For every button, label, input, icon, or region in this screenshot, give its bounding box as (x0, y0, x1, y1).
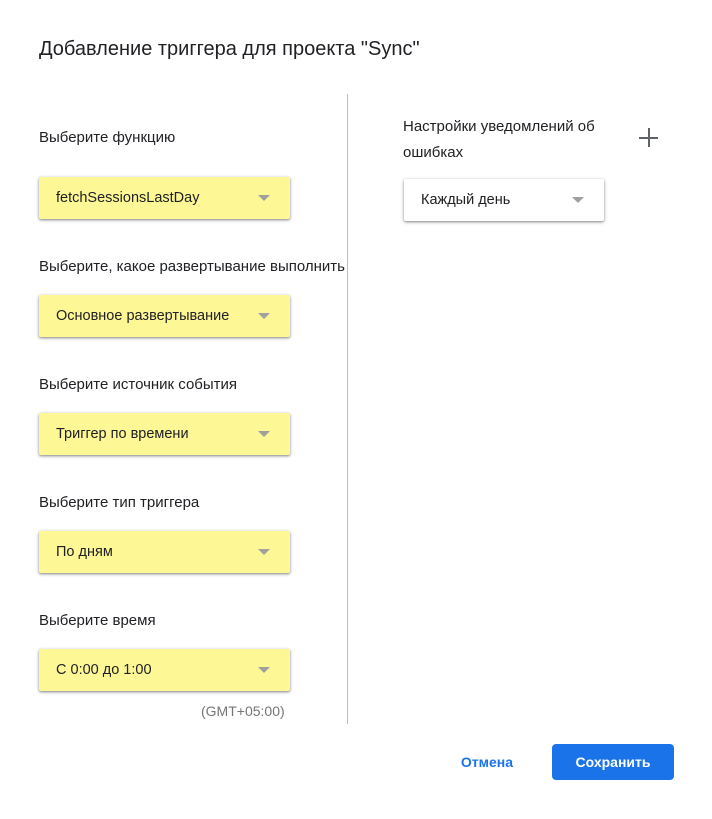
function-label: Выберите функцию (39, 129, 176, 146)
trigger-type-select[interactable] (39, 531, 290, 573)
notifications-select-value: Каждый день (421, 192, 511, 208)
notifications-label: Настройки уведомлений об ошибках (403, 118, 595, 161)
cancel-button[interactable]: Отмена (460, 754, 514, 770)
event-source-select[interactable] (39, 413, 290, 455)
trigger-type-select-value: По дням (56, 544, 113, 560)
notifications-select[interactable] (404, 179, 604, 221)
dropdown-arrow-icon (258, 313, 270, 319)
dropdown-arrow-icon (258, 195, 270, 201)
deployment-select-value: Основное развертывание (56, 308, 230, 324)
function-select-value: fetchSessionsLastDay (56, 190, 200, 206)
column-divider (347, 94, 348, 724)
dropdown-arrow-icon (572, 197, 584, 203)
dialog-title: Добавление триггера для проекта "Sync" (39, 38, 420, 60)
event-source-label: Выберите источник события (39, 376, 238, 393)
time-select[interactable] (39, 649, 290, 691)
trigger-type-label: Выберите тип триггера (39, 494, 200, 511)
plus-icon[interactable] (639, 128, 658, 147)
time-label: Выберите время (39, 612, 156, 629)
timezone-label: (GMT+05:00) (201, 703, 285, 719)
function-select[interactable] (39, 177, 290, 219)
deployment-select[interactable] (39, 295, 290, 337)
event-source-select-value: Триггер по времени (56, 426, 189, 442)
time-select-value: С 0:00 до 1:00 (56, 662, 152, 678)
dropdown-arrow-icon (258, 431, 270, 437)
deployment-label: Выберите, какое развертывание выполнить (39, 258, 345, 275)
dropdown-arrow-icon (258, 667, 270, 673)
dropdown-arrow-icon (258, 549, 270, 555)
save-button[interactable]: Сохранить (552, 744, 674, 780)
